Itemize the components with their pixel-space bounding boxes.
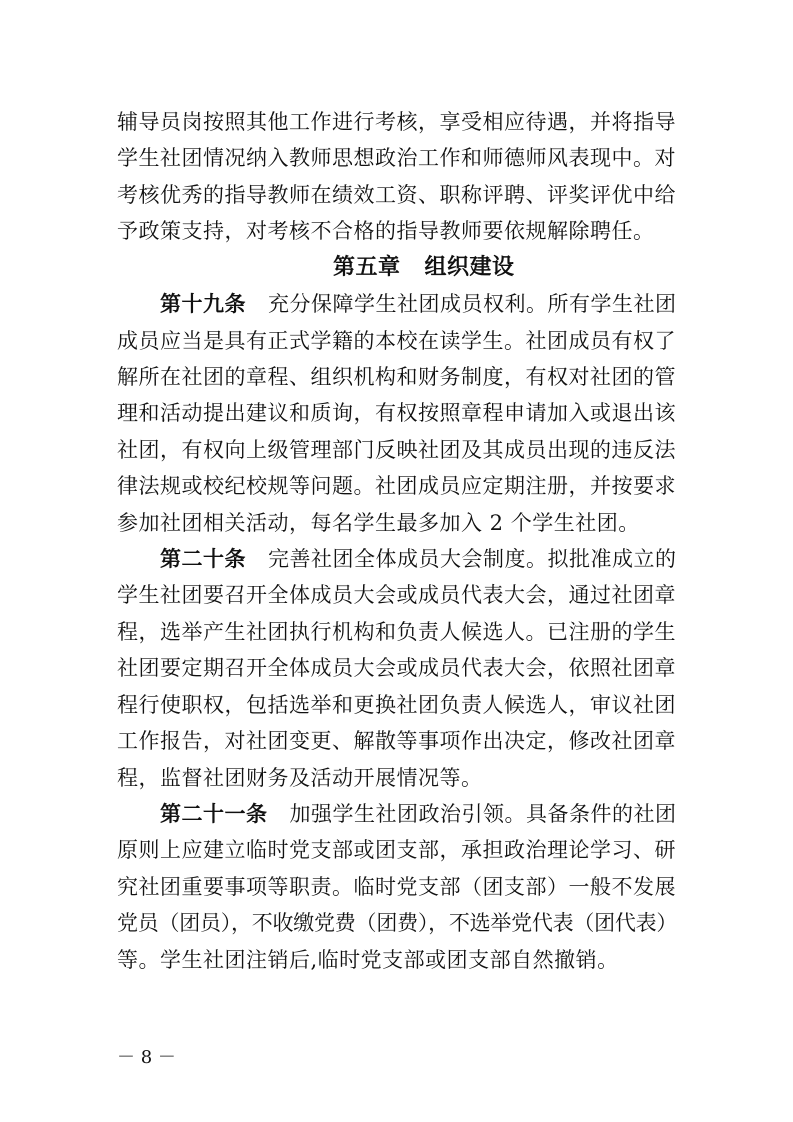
page-number: － 8 －	[117, 1047, 176, 1068]
chapter-title: 组织建设	[424, 254, 515, 280]
document-body	[117, 104, 676, 978]
article-label: 第十九条	[160, 292, 246, 317]
body-text-line: 社团，有权向上级管理部门反映社团及其成员出现的违反法	[117, 437, 676, 462]
article-first-line	[117, 796, 676, 832]
body-text-line: 究社团重要事项等职责。临时党支部（团支部）一般不发展	[117, 874, 676, 899]
body-text-line: 工作报告，对社团变更、解散等事项作出决定，修改社团章	[117, 729, 676, 754]
article-first-line-text: 完善社团全体成员大会制度。拟批准成立的	[268, 547, 676, 572]
body-text-line: 程行使职权，包括选举和更换社团负责人候选人，审议社团	[117, 692, 676, 717]
body-text-line: 理和活动提出建议和质询，有权按照章程申请加入或退出该	[117, 401, 676, 426]
body-text-line: 学生社团要召开全体成员大会或成员代表大会，通过社团章	[117, 583, 676, 608]
body-text-line: 予政策支持，对考核不合格的指导教师要依规解除聘任。	[117, 219, 655, 244]
article-first-line-text: 充分保障学生社团成员权利。所有学生社团	[268, 292, 676, 317]
body-text-line: 原则上应建立临时党支部或团支部，承担政治理论学习、研	[117, 838, 676, 863]
article-first-line	[117, 286, 676, 322]
article-first-line-text: 加强学生社团政治引领。具备条件的社团	[289, 802, 676, 827]
body-text-line: 律法规或校纪校规等问题。社团成员应定期注册，并按要求	[117, 474, 676, 499]
body-text-line: 程，选举产生社团执行机构和负责人候选人。已注册的学生	[117, 619, 676, 644]
body-text-line: 程，监督社团财务及活动开展情况等。	[117, 765, 483, 790]
body-text-line: 辅导员岗按照其他工作进行考核，享受相应待遇，并将指导	[117, 110, 676, 134]
article-label: 第二十条	[160, 547, 246, 572]
article-label: 第二十一条	[160, 802, 268, 827]
chapter-number: 第五章	[333, 254, 401, 280]
body-text-line: 等。学生社团注销后,临时党支部或团支部自然撤销。	[117, 947, 619, 972]
chapter-heading	[117, 250, 676, 286]
body-text-line: 成员应当是具有正式学籍的本校在读学生。社团成员有权了	[117, 328, 676, 353]
body-text-line: 参加社团相关活动，每名学生最多加入 2 个学生社团。	[117, 510, 640, 535]
body-text-line: 考核优秀的指导教师在绩效工资、职称评聘、评奖评优中给	[117, 182, 676, 207]
body-text-line: 学生社团情况纳入教师思想政治工作和师德师风表现中。对	[117, 146, 676, 171]
body-text-line: 社团要定期召开全体成员大会或成员代表大会，依照社团章	[117, 656, 676, 681]
body-text-line: 党员（团员），不收缴党费（团费），不选举党代表（团代表）	[117, 911, 676, 936]
article-first-line	[117, 541, 676, 577]
body-text-line: 解所在社团的章程、组织机构和财务制度，有权对社团的管	[117, 364, 676, 389]
